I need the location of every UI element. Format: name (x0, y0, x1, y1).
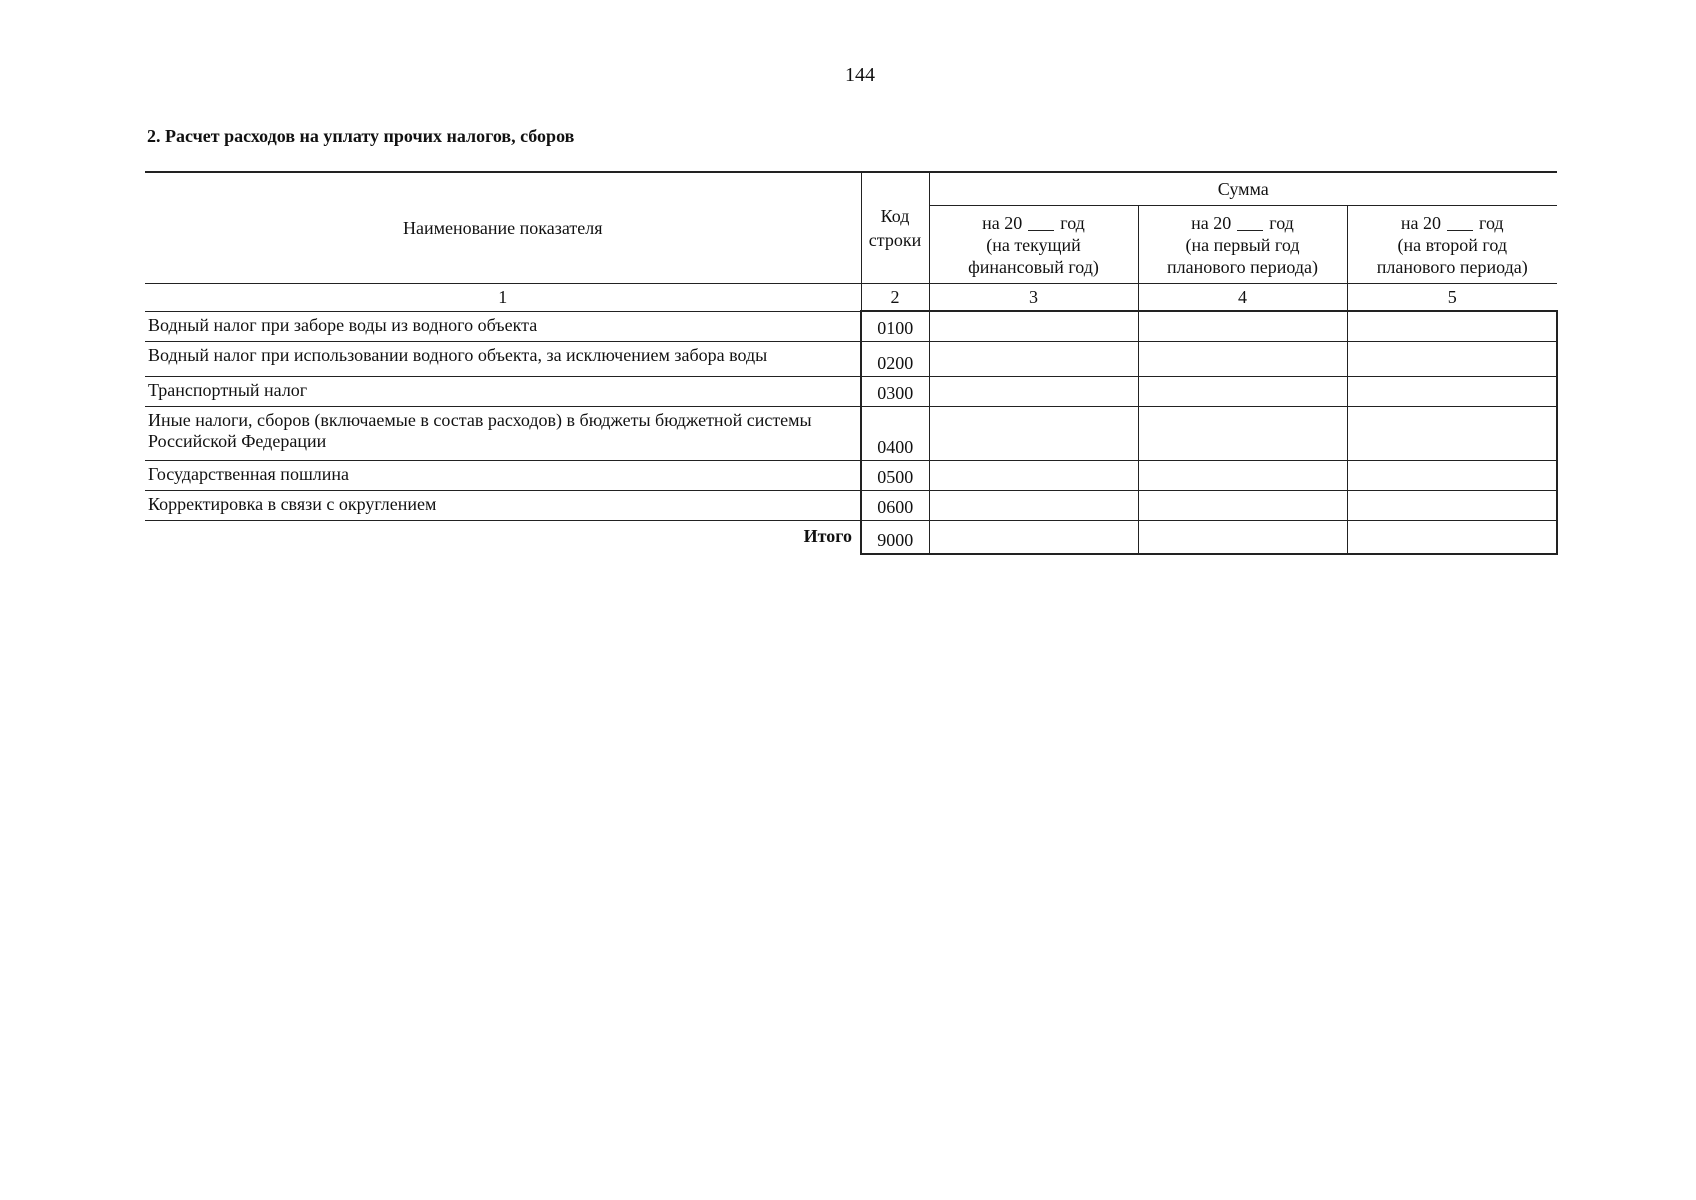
tax-expense-table (145, 171, 1558, 555)
row-name: Водный налог при использовании водного объекта, за исключением забора воды (145, 341, 861, 376)
row-code: 0200 (861, 341, 929, 376)
year-blank (1237, 216, 1263, 231)
year-prefix: на 20 (1191, 212, 1232, 233)
year-sub1: (на текущий (986, 234, 1081, 255)
year-sub1: (на первый год (1185, 234, 1300, 255)
row-code: 0400 (861, 406, 929, 460)
header-row-code (861, 172, 929, 284)
header-year-first-plan (1138, 206, 1347, 284)
year-prefix: на 20 (982, 212, 1023, 233)
col-number: 5 (1347, 284, 1557, 312)
row-code: 0500 (861, 460, 929, 490)
row-name: Транспортный налог (145, 376, 861, 406)
year-sub2: планового периода) (1376, 256, 1528, 277)
table-row (145, 376, 1557, 406)
value-cell-second-plan[interactable] (1347, 341, 1557, 376)
value-cell-first-plan[interactable] (1138, 311, 1347, 341)
value-cell-second-plan[interactable] (1347, 406, 1557, 460)
year-suffix: год (1479, 212, 1504, 233)
value-cell-second-plan[interactable] (1347, 376, 1557, 406)
value-cell-second-plan[interactable] (1347, 311, 1557, 341)
year-prefix: на 20 (1400, 212, 1442, 233)
section-title: 2. Расчет расходов на уплату прочих налогов, сборов (147, 126, 575, 146)
year-blank (1028, 216, 1054, 231)
value-cell-first-plan[interactable] (1138, 490, 1347, 520)
table-row (145, 460, 1557, 490)
value-cell-current[interactable] (929, 341, 1138, 376)
total-value-first-plan[interactable] (1138, 520, 1347, 554)
value-cell-first-plan[interactable] (1138, 406, 1347, 460)
header-indicator-name: Наименование показателя (145, 172, 861, 284)
total-code: 9000 (861, 520, 929, 554)
table-row (145, 311, 1557, 341)
value-cell-first-plan[interactable] (1138, 460, 1347, 490)
row-name: Государственная пошлина (145, 460, 861, 490)
row-name: Иные налоги, сборов (включаемые в состав расходов) в бюджеты бюджетной системы Российской Федерации (145, 406, 861, 460)
table-row (145, 490, 1557, 520)
year-suffix: год (1269, 212, 1294, 233)
total-row (145, 520, 1557, 554)
year-sub1: (на второй год (1397, 234, 1507, 255)
total-value-current[interactable] (929, 520, 1138, 554)
header-row-code-line1: Код (880, 206, 910, 226)
row-name: Корректировка в связи с округлением (145, 490, 861, 520)
row-code: 0100 (861, 311, 929, 341)
value-cell-current[interactable] (929, 311, 1138, 341)
value-cell-first-plan[interactable] (1138, 376, 1347, 406)
year-sub2: планового периода) (1167, 256, 1318, 277)
page-number: 144 (845, 64, 875, 86)
table-row (145, 341, 1557, 376)
header-row-code-line2: строки (868, 230, 922, 250)
value-cell-current[interactable] (929, 406, 1138, 460)
row-name: Водный налог при заборе воды из водного объекта (145, 311, 861, 341)
year-sub2: финансовый год) (968, 256, 1099, 277)
col-number: 1 (145, 284, 861, 312)
col-number: 3 (929, 284, 1138, 312)
year-suffix: год (1060, 212, 1085, 233)
table-row (145, 406, 1557, 460)
row-code: 0600 (861, 490, 929, 520)
header-year-current (929, 206, 1138, 284)
value-cell-second-plan[interactable] (1347, 490, 1557, 520)
total-label: Итого (803, 526, 852, 547)
value-cell-current[interactable] (929, 490, 1138, 520)
year-blank (1447, 216, 1473, 231)
col-number: 2 (861, 284, 929, 312)
col-number: 4 (1138, 284, 1347, 312)
row-code: 0300 (861, 376, 929, 406)
total-value-second-plan[interactable] (1347, 520, 1557, 554)
column-number-row (145, 284, 1557, 312)
header-sum: Сумма (929, 172, 1557, 206)
value-cell-current[interactable] (929, 376, 1138, 406)
value-cell-first-plan[interactable] (1138, 341, 1347, 376)
header-year-second-plan (1347, 206, 1557, 284)
value-cell-second-plan[interactable] (1347, 460, 1557, 490)
value-cell-current[interactable] (929, 460, 1138, 490)
